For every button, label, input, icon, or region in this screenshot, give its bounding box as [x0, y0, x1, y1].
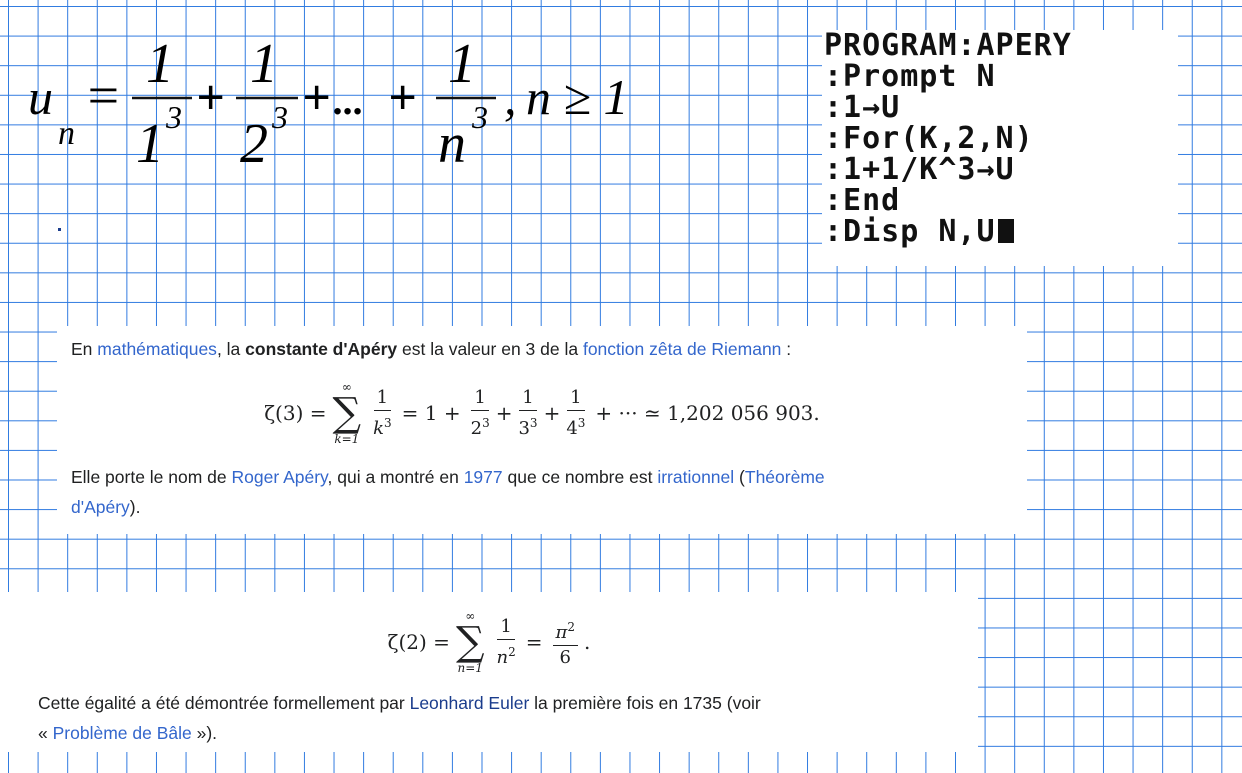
- den-base: n: [496, 646, 509, 668]
- text: ).: [129, 497, 141, 517]
- den-base: 4: [566, 417, 578, 439]
- zeta2-equation: [0, 602, 978, 682]
- eq-sign: =: [525, 630, 543, 654]
- sum-bottom: n=1: [457, 661, 483, 675]
- sequence-formula: [28, 22, 648, 202]
- fraction3-numerator: 1: [448, 33, 476, 95]
- formula-plus-2: +: [302, 69, 331, 125]
- formula-plus-3: +: [388, 69, 417, 125]
- program-line-prompt: :Prompt N: [824, 59, 996, 94]
- pi: π: [555, 621, 568, 643]
- text: (: [734, 467, 745, 487]
- sum-sign: ∑: [455, 619, 485, 665]
- fraction1-numerator: 1: [146, 33, 174, 95]
- fraction-n2: [497, 615, 516, 670]
- link-theoreme[interactable]: Théorème: [744, 467, 825, 487]
- text: :: [781, 339, 792, 359]
- formula-equals: =: [84, 65, 122, 127]
- plus: +: [543, 401, 561, 425]
- text: est la valeur en 3 de la: [397, 339, 583, 359]
- den-exp: 3: [482, 415, 490, 430]
- den-base: k: [373, 417, 384, 439]
- text: «: [38, 723, 53, 743]
- program-line-update: :1+1/K^3→U: [824, 152, 1015, 187]
- program-disp-text: :Disp N,U: [824, 214, 996, 249]
- formula-dots: ...: [334, 78, 364, 123]
- numerator: 1: [471, 386, 488, 411]
- sum-top: ∞: [341, 380, 352, 394]
- den-exp: 2: [508, 644, 516, 659]
- program-title: PROGRAM:APERY: [824, 28, 1072, 63]
- link-fonction-zeta[interactable]: fonction zêta de Riemann: [582, 339, 782, 359]
- apery-description: [71, 462, 1021, 522]
- apery-excerpt: [57, 326, 1027, 534]
- link-probleme-de-bale[interactable]: Problème de Bâle: [52, 723, 192, 743]
- fraction-4: [566, 386, 585, 441]
- fraction3-exponent: 3: [472, 99, 488, 135]
- zeta3-lhs: ζ(3) =: [264, 401, 327, 425]
- text: »).: [191, 723, 218, 743]
- zeta2-lhs: ζ(2) =: [387, 630, 450, 654]
- link-roger-apery[interactable]: Roger Apéry: [231, 467, 328, 487]
- program-line-for: :For(K,2,N): [824, 121, 1034, 156]
- calculator-program-screen: [822, 30, 1178, 266]
- sum-sign: ∑: [332, 390, 362, 436]
- numerator: [553, 615, 578, 646]
- formula-condition: n ≥ 1: [526, 69, 629, 125]
- sum-symbol: [333, 380, 362, 446]
- text: que ce nombre est: [502, 467, 658, 487]
- sum-top: ∞: [465, 609, 476, 623]
- formula-comma: ,: [504, 69, 517, 125]
- text: Elle porte le nom de: [71, 467, 232, 487]
- link-1977[interactable]: 1977: [463, 467, 503, 487]
- numerator: 1: [497, 615, 514, 640]
- plus: +: [495, 401, 513, 425]
- formula-u: u: [28, 69, 53, 125]
- text: , la: [216, 339, 246, 359]
- link-irrationnel[interactable]: irrationnel: [657, 467, 735, 487]
- den-exp: 3: [577, 415, 586, 430]
- denominator: [518, 411, 537, 441]
- denominator: [497, 640, 516, 670]
- eq-end: .: [583, 630, 591, 654]
- den-base: 2: [470, 417, 483, 439]
- link-leonhard-euler[interactable]: Leonhard Euler: [409, 693, 530, 713]
- link-dapery[interactable]: d'Apéry: [71, 497, 130, 517]
- cursor-block: [998, 219, 1014, 243]
- denominator: [373, 411, 392, 441]
- basel-excerpt: [0, 592, 978, 752]
- fraction-pi2-6: [553, 615, 578, 670]
- text: Cette égalité a été démontrée formellement par: [38, 693, 410, 713]
- program-line-disp: [824, 216, 1178, 247]
- denominator: [471, 411, 490, 441]
- bold-term: constante d'Apéry: [245, 339, 398, 359]
- formula-plus-1: +: [196, 69, 225, 125]
- numerator: 1: [519, 386, 536, 411]
- fraction-k: [373, 386, 392, 441]
- fraction3-denominator: n: [438, 113, 466, 175]
- fraction2-numerator: 1: [250, 33, 278, 95]
- link-mathematiques[interactable]: mathématiques: [97, 339, 217, 359]
- stray-mark: [58, 228, 61, 231]
- basel-description: [38, 688, 968, 748]
- eq-mid: = 1 +: [401, 401, 461, 425]
- fraction2-denominator: 2: [240, 113, 268, 175]
- denominator: [566, 411, 585, 441]
- text: , qui a montré en: [327, 467, 464, 487]
- numerator: 1: [567, 386, 584, 411]
- formula-n-subscript: n: [58, 115, 75, 152]
- fraction-2: [471, 386, 490, 441]
- eq-tail: + ··· ≃ 1,202 056 903.: [595, 401, 820, 425]
- fraction2-exponent: 3: [272, 99, 288, 135]
- den-exp: 3: [529, 415, 538, 430]
- apery-intro: [71, 334, 791, 364]
- fraction1-denominator: 1: [136, 113, 164, 175]
- numerator: 1: [374, 386, 391, 411]
- zeta3-equation: [57, 372, 1027, 454]
- denominator: 6: [559, 646, 571, 668]
- sum-bottom: k=1: [334, 432, 360, 446]
- den-exp: 3: [384, 415, 392, 430]
- fraction1-exponent: 3: [166, 99, 182, 135]
- fraction-3: [518, 386, 537, 441]
- program-line-init: :1→U: [824, 90, 901, 125]
- sum-symbol: [456, 609, 485, 675]
- program-line-end: :End: [824, 183, 901, 218]
- den-base: 3: [518, 417, 530, 439]
- text: la première fois en 1735 (voir: [529, 693, 761, 713]
- num-exp: 2: [567, 619, 575, 634]
- text: En: [71, 339, 98, 359]
